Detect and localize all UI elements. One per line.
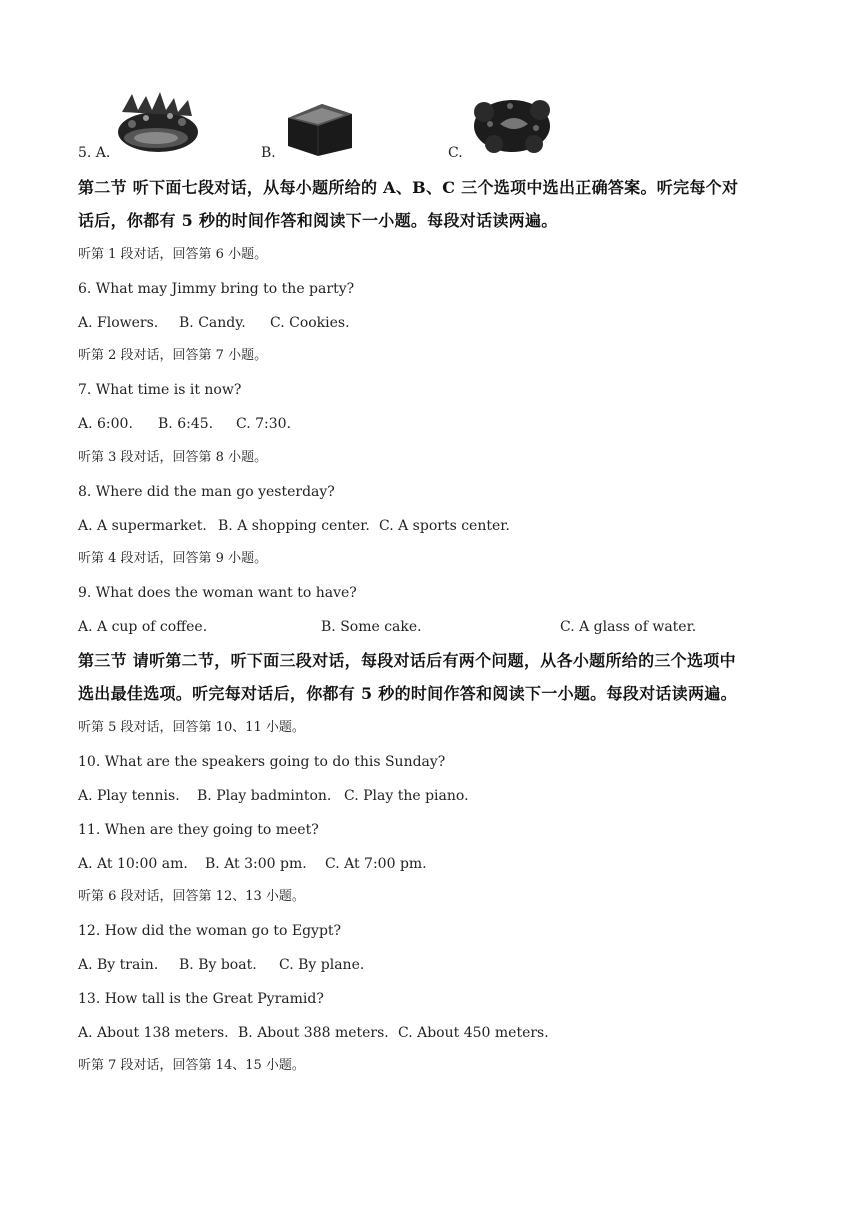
dialogue-intro-4: 听第 4 段对话，回答第 9 小题。	[78, 551, 268, 566]
question-11: 11. When are they going to meet?	[78, 822, 319, 838]
q13-option-b: B. About 388 meters.	[238, 1025, 389, 1041]
question-13: 13. How tall is the Great Pyramid?	[78, 991, 324, 1007]
q12-option-b: B. By boat.	[179, 957, 257, 973]
question-10: 10. What are the speakers going to do this Sunday?	[78, 754, 446, 770]
q12-option-a: A. By train.	[78, 957, 159, 973]
section2-heading-line2: 话后，你都有 5 秒的时间作答和阅读下一小题。每段对话读两遍。	[78, 211, 558, 230]
q10-option-b: B. Play badminton.	[197, 788, 332, 804]
dialogue-intro-3: 听第 3 段对话，回答第 8 小题。	[78, 450, 268, 465]
question-9: 9. What does the woman want to have?	[78, 585, 357, 601]
bush-picture	[470, 94, 554, 156]
q10-option-a: A. Play tennis.	[78, 788, 180, 804]
q7-option-b: B. 6:45.	[158, 416, 214, 432]
q8-option-a: A. A supermarket.	[78, 518, 207, 534]
dialogue-intro-7: 听第 7 段对话，回答第 14、15 小题。	[78, 1058, 305, 1073]
question-8: 8. Where did the man go yesterday?	[78, 484, 335, 500]
q8-option-c: C. A sports center.	[379, 518, 510, 534]
q9-option-a: A. A cup of coffee.	[78, 619, 208, 635]
q12-option-c: C. By plane.	[279, 957, 365, 973]
q9-option-b: B. Some cake.	[321, 619, 422, 635]
q5-label-c: C.	[448, 145, 463, 161]
q6-option-a: A. Flowers.	[78, 315, 159, 331]
question-7: 7. What time is it now?	[78, 382, 242, 398]
q13-option-c: C. About 450 meters.	[398, 1025, 549, 1041]
q5-label-b: B.	[261, 145, 276, 161]
q13-option-a: A. About 138 meters.	[78, 1025, 229, 1041]
q11-option-a: A. At 10:00 am.	[78, 856, 188, 872]
question-6: 6. What may Jimmy bring to the party?	[78, 281, 355, 297]
q7-option-c: C. 7:30.	[236, 416, 292, 432]
dialogue-intro-6: 听第 6 段对话，回答第 12、13 小题。	[78, 889, 305, 904]
question-12: 12. How did the woman go to Egypt?	[78, 923, 342, 939]
dialogue-intro-5: 听第 5 段对话，回答第 10、11 小题。	[78, 720, 305, 735]
q11-option-c: C. At 7:00 pm.	[325, 856, 427, 872]
dialogue-intro-2: 听第 2 段对话，回答第 7 小题。	[78, 348, 268, 363]
box-picture	[282, 96, 356, 158]
plant-bowl-picture	[112, 92, 204, 156]
dialogue-intro-1: 听第 1 段对话，回答第 6 小题。	[78, 247, 268, 262]
section2-heading-line1: 第二节 听下面七段对话，从每小题所给的 A、B、C 三个选项中选出正确答案。听完每个对	[78, 178, 739, 197]
q10-option-c: C. Play the piano.	[344, 788, 469, 804]
q11-option-b: B. At 3:00 pm.	[205, 856, 307, 872]
section3-heading-line1: 第三节 请听第二节，听下面三段对话，每段对话后有两个问题，从各小题所给的三个选项中	[78, 651, 736, 670]
q9-option-c: C. A glass of water.	[560, 619, 697, 635]
q6-option-c: C. Cookies.	[270, 315, 350, 331]
q5-label-a: 5. A.	[78, 145, 111, 161]
q8-option-b: B. A shopping center.	[218, 518, 370, 534]
q6-option-b: B. Candy.	[179, 315, 246, 331]
q7-option-a: A. 6:00.	[78, 416, 133, 432]
section3-heading-line2: 选出最佳选项。听完每对话后，你都有 5 秒的时间作答和阅读下一小题。每段对话读两遍。	[78, 684, 737, 703]
